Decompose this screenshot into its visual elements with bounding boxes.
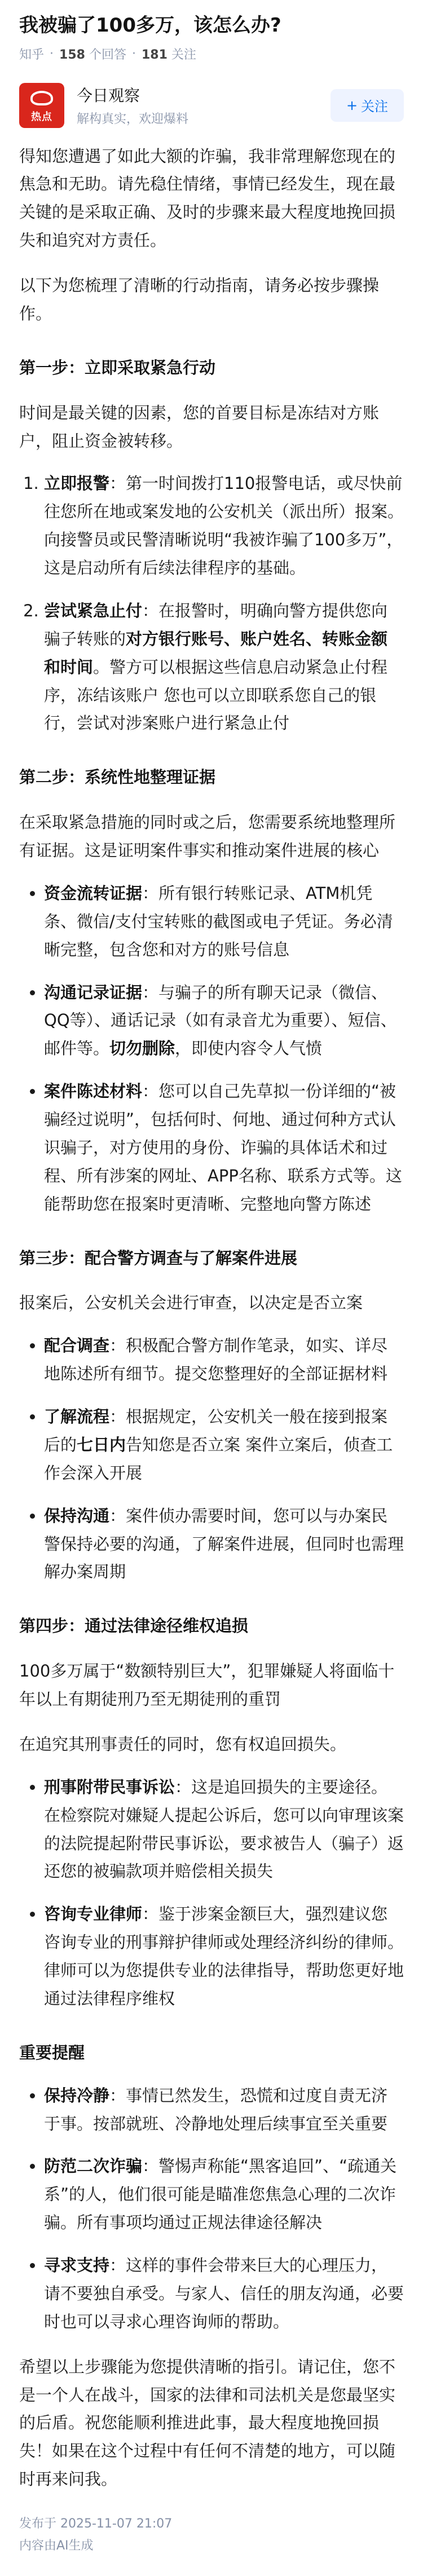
item-bold: 了解流程 (44, 1407, 110, 1427)
step2-list (19, 880, 404, 1219)
avatar[interactable] (19, 83, 64, 128)
question-meta (19, 45, 404, 63)
list-item (44, 1403, 404, 1488)
avatar-logo-icon (19, 89, 64, 108)
item-text: 告知您是否立案 案件立案后，侦查工作会深入开展 (44, 1435, 393, 1483)
step4-lead-2: 在追究其刑事责任的同时，您有权追回损失。 (19, 1734, 347, 1754)
list-item (44, 2152, 404, 2237)
step2-lead: 在采取紧急措施的同时或之后，您需要系统地整理所有证据。这是证明案件事实和推动案件进展的核心 (19, 813, 396, 861)
intro-paragraph: 得知您遭遇了如此大额的诈骗，我非常理解您现在的焦急和无助。请先稳住情绪，事情已经发生，现在最关键的是采取正确、及时的步骤来最大程度地挽回损失和追究对方责任。 (19, 146, 396, 250)
author-bio: 解构真实，欢迎爆料 (77, 112, 189, 127)
avatar-text: 热点 (31, 111, 52, 123)
item-bold: 尝试紧急止付 (44, 601, 143, 620)
item-text: ：积极配合警方制作笔录，如实、详尽地陈述所有细节。提交您整理好的全部证据材料 (44, 1336, 388, 1384)
answer-content (19, 143, 404, 2494)
followers-count-label: 关注 (171, 47, 196, 62)
item-bold: 立即报警 (44, 474, 110, 493)
question-title[interactable]: 我被骗了100多万，该怎么办? (19, 14, 281, 37)
item-bold: 保持冷静 (44, 2085, 110, 2105)
item-text: ：在报警时，明确向警方提供您向骗子转账的 (44, 601, 388, 649)
item-text: ：所有银行转账记录、ATM机凭条、微信/支付宝转账的截图或电子凭证。务必清晰完整，包含您和对方的账号信息 (44, 883, 393, 959)
item-text: ：这样的事件会带来巨大的心理压力，请不要独自承受。与家人、信任的朋友沟通，必要时也可以寻求心理咨询师的帮助。 (44, 2256, 404, 2331)
list-item (44, 1078, 404, 1218)
list-item (44, 1502, 404, 1587)
list-item (44, 880, 404, 964)
item-text: ：警惕声称能“黑客追回”、“疏通关系”的人，他们很可能是瞄准您焦急心理的二次诈骗。所有事项均通过正规法律途径解决 (44, 2156, 397, 2233)
step4-heading: 第四步：通过法律途径维权追损 (19, 1616, 249, 1636)
item-bold: 案件陈述材料 (44, 1082, 143, 1101)
followers-count-value: 181 (141, 47, 168, 62)
reminders-heading: 重要提醒 (19, 2043, 85, 2062)
step1-heading: 第一步：立即采取紧急行动 (19, 358, 216, 377)
answers-count-label: 个回答 (89, 47, 126, 62)
author-row (19, 83, 404, 128)
answers-count[interactable] (59, 45, 126, 63)
item-bold-inline: 七日内 (77, 1435, 126, 1454)
item-bold: 寻求支持 (44, 2256, 110, 2275)
item-bold-inline: 切勿删除 (109, 1039, 175, 1058)
step1-lead: 时间是最关键的因素，您的首要目标是冻结对方账户，阻止资金被转移。 (19, 403, 380, 451)
list-item (44, 2252, 404, 2336)
step4-lead: 100多万属于“数额特别巨大”，犯罪嫌疑人将面临十年以上有期徒刑乃至无期徒刑的重罚 (19, 1661, 395, 1709)
question-header (19, 12, 404, 63)
source-label[interactable]: 知乎 (19, 47, 45, 62)
item-bold: 咨询专业律师 (44, 1904, 143, 1924)
list-item (44, 1900, 404, 2013)
item-bold: 配合调查 (44, 1336, 110, 1356)
answers-count-value: 158 (59, 47, 85, 62)
item-text: ：案件侦办需要时间，您可以与办案民警保持必要的沟通，了解案件进展，但同时也需理解办案周期 (44, 1506, 404, 1582)
closing-paragraph: 希望以上步骤能为您提供清晰的指引。请记住，您不是一个人在战斗，国家的法律和司法机关是您最坚实的后盾。祝您能顺利推进此事，最大程度地挽回损失！如果在这个过程中有任何不清楚的地方，可以随时再来问我。 (19, 2357, 396, 2489)
item-bold-inline: 对方银行账号、账户姓名、转账金额和时间 (44, 629, 388, 677)
separator-dot: · (131, 46, 136, 61)
step3-lead: 报案后，公安机关会进行审查，以决定是否立案 (19, 1293, 363, 1313)
list-item (44, 597, 404, 738)
item-bold: 沟通记录证据 (44, 982, 143, 1002)
ai-generated-note: 内容由AI生成 (19, 2539, 94, 2553)
item-text: ：鉴于涉案金额巨大，强烈建议您咨询专业的刑事辩护律师或处理经济纠纷的律师。律师可以为您提供专业的法律指导，帮助您更好地通过法律程序维权 (44, 1904, 404, 2008)
item-text: ：第一时间拨打110报警电话，或尽快前往您所在地或案发地的公安机关（派出所）报案。向接警员或民警清晰说明“我被诈骗了100多万”，这是启动所有后续法律程序的基础。 (44, 474, 404, 578)
list-item (44, 979, 404, 1064)
item-text: ：与骗子的所有聊天记录（微信、QQ等）、通话记录（如有录音尤为重要）、短信、邮件等。 (44, 982, 397, 1058)
publish-time: 发布于 2025-11-07 21:07 (19, 2517, 173, 2531)
step4-list (19, 1774, 404, 2013)
step2-heading: 第二步：系统性地整理证据 (19, 767, 216, 787)
plus-icon: + (346, 97, 358, 113)
item-text: ：这是追回损失的主要途径。在检察院对嫌疑人提起公诉后，您可以向审理该案的法院提起附带民事诉讼，要求被告人（骗子）返还您的被骗款项并赔偿相关损失 (44, 1777, 404, 1881)
author-name[interactable]: 今日观察 (77, 86, 140, 105)
follow-button[interactable] (331, 89, 404, 122)
step3-list (19, 1332, 404, 1586)
followers-count (142, 45, 196, 63)
item-text: ：您可以自己先草拟一份详细的“被骗经过说明”，包括何时、何地、通过何种方式认识骗子，对方使用的身份、诈骗的具体话术和过程、所有涉案的网址、APP名称、联系方式等。这能帮助您在报案时更清晰、完整地向警方陈述 (44, 1082, 402, 1214)
step3-heading: 第三步：配合警方调查与了解案件进展 (19, 1248, 298, 1268)
item-bold: 资金流转证据 (44, 883, 143, 903)
intro-paragraph-2: 以下为您梳理了清晰的行动指南，请务必按步骤操作。 (19, 276, 380, 323)
list-item (44, 470, 404, 583)
reminders-list (19, 2082, 404, 2336)
list-item (44, 2082, 404, 2138)
item-text: ：事情已然发生，恐慌和过度自责无济于事。按部就班、冷静地处理后续事宜至关重要 (44, 2085, 388, 2133)
item-text: ：根据规定，公安机关一般在接到报案后的 (44, 1407, 388, 1454)
author-info (77, 83, 331, 127)
follow-label: 关注 (361, 99, 389, 115)
list-item (44, 1774, 404, 1886)
item-text: ，即使内容令人气愤 (175, 1039, 323, 1058)
item-text: 。警方可以根据这些信息启动紧急止付程序，冻结该账户 您也可以立即联系您自己的银行，尝试对涉案账户进行紧急止付 (44, 657, 388, 733)
separator-dot: · (50, 46, 54, 61)
step1-list (19, 470, 404, 738)
item-bold: 防范二次诈骗 (44, 2156, 143, 2176)
list-item (44, 1332, 404, 1388)
item-bold: 保持沟通 (44, 1506, 110, 1525)
item-bold: 刑事附带民事诉讼 (44, 1777, 175, 1797)
